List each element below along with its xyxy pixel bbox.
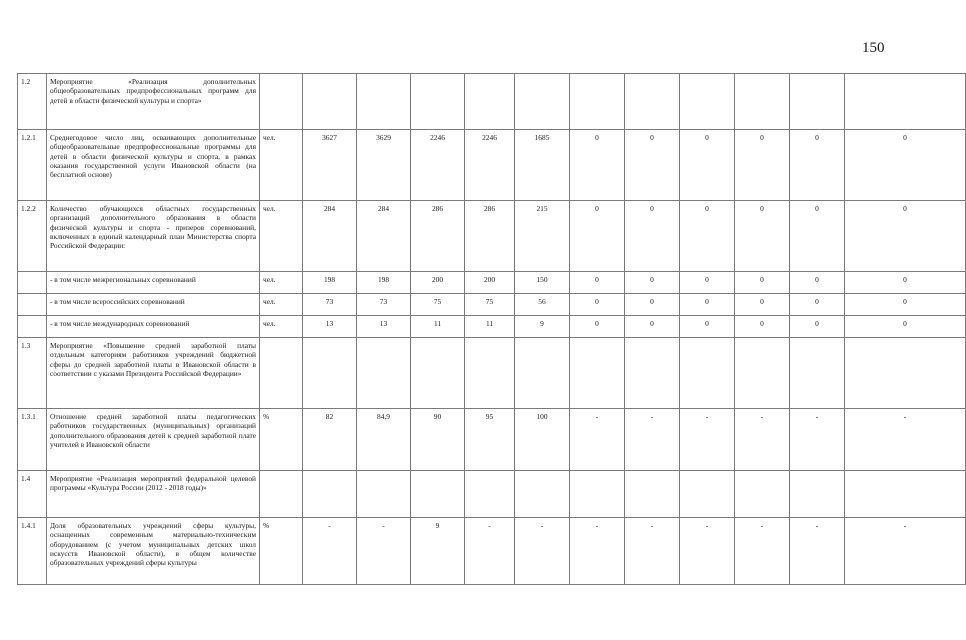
row-name: Среднегодовое число лиц, осваивающих дополнительные общеобразовательные предпрофессиональные программы для детей в области физической культуры и спорта, в рамках оказания государственной услуги Ивановской области (на бесплатной основе): [47, 130, 260, 201]
value-cell: [357, 471, 411, 518]
row-number: 1.2.1: [18, 130, 47, 201]
value-cell: 0: [570, 294, 625, 316]
value-cell: [411, 338, 465, 409]
value-cell: 9: [515, 316, 570, 338]
value-cell: 286: [411, 201, 465, 272]
value-cell: 0: [845, 130, 966, 201]
value-cell: 84,9: [357, 409, 411, 471]
row-name: Мероприятие «Реализация дополнительных общеобразовательных предпрофессиональных программ для детей в области физической культуры и спорта»: [47, 74, 260, 130]
value-cell: [465, 338, 515, 409]
value-cell: -: [790, 409, 845, 471]
value-cell: [411, 471, 465, 518]
value-cell: 286: [465, 201, 515, 272]
table-row: [18, 471, 966, 518]
value-cell: -: [465, 518, 515, 585]
value-cell: 0: [845, 272, 966, 294]
value-cell: 0: [790, 130, 845, 201]
value-cell: -: [570, 409, 625, 471]
value-cell: 0: [625, 130, 680, 201]
value-cell: [790, 471, 845, 518]
row-name: Количество обучающихся областных государственных организаций дополнительного образования в области физической культуры и спорта - призеров соревнований, включенных в единый календарный план Министерства спорта Российской Федерации:: [47, 201, 260, 272]
value-cell: 0: [680, 272, 735, 294]
value-cell: 0: [570, 201, 625, 272]
row-unit: чел.: [260, 294, 303, 316]
row-number: [18, 294, 47, 316]
row-unit: чел.: [260, 130, 303, 201]
value-cell: 56: [515, 294, 570, 316]
value-cell: -: [845, 518, 966, 585]
value-cell: -: [735, 518, 790, 585]
value-cell: 0: [625, 316, 680, 338]
value-cell: [625, 471, 680, 518]
value-cell: 2246: [411, 130, 465, 201]
row-number: 1.3.1: [18, 409, 47, 471]
table-row: [18, 316, 966, 338]
value-cell: -: [570, 518, 625, 585]
row-unit: чел.: [260, 272, 303, 294]
table-row: [18, 338, 966, 409]
value-cell: [303, 471, 357, 518]
value-cell: 90: [411, 409, 465, 471]
value-cell: 0: [625, 201, 680, 272]
value-cell: [570, 338, 625, 409]
value-cell: 3627: [303, 130, 357, 201]
value-cell: 11: [465, 316, 515, 338]
value-cell: 0: [735, 130, 790, 201]
value-cell: [790, 338, 845, 409]
value-cell: 0: [680, 130, 735, 201]
value-cell: 198: [357, 272, 411, 294]
value-cell: 0: [790, 294, 845, 316]
value-cell: -: [303, 518, 357, 585]
table-row: [18, 74, 966, 130]
row-number: 1.2: [18, 74, 47, 130]
value-cell: 200: [465, 272, 515, 294]
row-number: 1.2.2: [18, 201, 47, 272]
value-cell: 215: [515, 201, 570, 272]
row-number: 1.4: [18, 471, 47, 518]
value-cell: 0: [735, 272, 790, 294]
indicators-table: [17, 73, 966, 585]
value-cell: [625, 338, 680, 409]
value-cell: 82: [303, 409, 357, 471]
value-cell: -: [735, 409, 790, 471]
value-cell: 0: [625, 294, 680, 316]
row-name: - в том числе межрегиональных соревнований: [47, 272, 260, 294]
value-cell: 0: [570, 130, 625, 201]
value-cell: [735, 74, 790, 130]
row-unit: %: [260, 518, 303, 585]
value-cell: [680, 471, 735, 518]
value-cell: [515, 74, 570, 130]
value-cell: 0: [680, 294, 735, 316]
value-cell: 200: [411, 272, 465, 294]
value-cell: [625, 74, 680, 130]
value-cell: [845, 74, 966, 130]
value-cell: [303, 74, 357, 130]
value-cell: [735, 471, 790, 518]
value-cell: -: [625, 409, 680, 471]
value-cell: 2246: [465, 130, 515, 201]
value-cell: 11: [411, 316, 465, 338]
value-cell: 75: [465, 294, 515, 316]
row-unit: [260, 471, 303, 518]
table-row: [18, 409, 966, 471]
row-name: - в том числе всероссийских соревнований: [47, 294, 260, 316]
value-cell: [680, 338, 735, 409]
value-cell: -: [680, 409, 735, 471]
row-name: - в том числе международных соревнований: [47, 316, 260, 338]
value-cell: 0: [845, 316, 966, 338]
value-cell: 150: [515, 272, 570, 294]
value-cell: [357, 74, 411, 130]
row-unit: чел.: [260, 316, 303, 338]
row-unit: чел.: [260, 201, 303, 272]
value-cell: 0: [735, 294, 790, 316]
row-number: [18, 272, 47, 294]
value-cell: [845, 338, 966, 409]
value-cell: 75: [411, 294, 465, 316]
value-cell: -: [790, 518, 845, 585]
value-cell: [570, 74, 625, 130]
value-cell: 9: [411, 518, 465, 585]
row-unit: [260, 338, 303, 409]
value-cell: [465, 74, 515, 130]
value-cell: [357, 338, 411, 409]
value-cell: 0: [790, 201, 845, 272]
value-cell: 0: [735, 201, 790, 272]
page-number: 150: [862, 40, 885, 56]
value-cell: 3629: [357, 130, 411, 201]
value-cell: -: [625, 518, 680, 585]
value-cell: 0: [735, 316, 790, 338]
value-cell: 13: [303, 316, 357, 338]
value-cell: -: [845, 409, 966, 471]
row-unit: [260, 74, 303, 130]
table-row: [18, 518, 966, 585]
value-cell: 0: [570, 316, 625, 338]
row-name: Мероприятие «Реализация мероприятий федеральной целевой программы «Культура России (2012 - 2018 годы)»: [47, 471, 260, 518]
row-number: 1.4.1: [18, 518, 47, 585]
value-cell: 284: [357, 201, 411, 272]
value-cell: 73: [357, 294, 411, 316]
value-cell: 0: [625, 272, 680, 294]
value-cell: 0: [845, 294, 966, 316]
value-cell: 100: [515, 409, 570, 471]
row-name: Мероприятие «Повышение средней заработной платы отдельным категориям работников учреждений бюджетной сферы до средней заработной платы в Ивановской области в соответствии с указами Президента Российской Федерации»: [47, 338, 260, 409]
value-cell: [303, 338, 357, 409]
value-cell: 198: [303, 272, 357, 294]
value-cell: 1685: [515, 130, 570, 201]
value-cell: [515, 338, 570, 409]
value-cell: [790, 74, 845, 130]
value-cell: 0: [570, 272, 625, 294]
value-cell: 284: [303, 201, 357, 272]
value-cell: [411, 74, 465, 130]
value-cell: 0: [680, 316, 735, 338]
value-cell: [680, 74, 735, 130]
row-number: 1.3: [18, 338, 47, 409]
row-unit: %: [260, 409, 303, 471]
value-cell: [515, 471, 570, 518]
value-cell: [465, 471, 515, 518]
value-cell: [570, 471, 625, 518]
table-row: [18, 272, 966, 294]
row-number: [18, 316, 47, 338]
value-cell: 95: [465, 409, 515, 471]
table-row: [18, 130, 966, 201]
value-cell: 0: [845, 201, 966, 272]
value-cell: -: [680, 518, 735, 585]
value-cell: [735, 338, 790, 409]
row-name: Отношение средней заработной платы педагогических работников государственных (муниципальных) организаций дополнительного образования детей к средней заработной плате учителей в Ивановской области: [47, 409, 260, 471]
table-row: [18, 294, 966, 316]
row-name: Доля образовательных учреждений сферы культуры, оснащенных современным материально-техническим оборудованием (с учетом муниципальных детских школ искусств Ивановской области), в общем количестве образовательных учреждений сферы культуры: [47, 518, 260, 585]
value-cell: -: [515, 518, 570, 585]
value-cell: [845, 471, 966, 518]
value-cell: -: [357, 518, 411, 585]
value-cell: 73: [303, 294, 357, 316]
table-row: [18, 201, 966, 272]
value-cell: 0: [680, 201, 735, 272]
value-cell: 0: [790, 272, 845, 294]
value-cell: 13: [357, 316, 411, 338]
value-cell: 0: [790, 316, 845, 338]
